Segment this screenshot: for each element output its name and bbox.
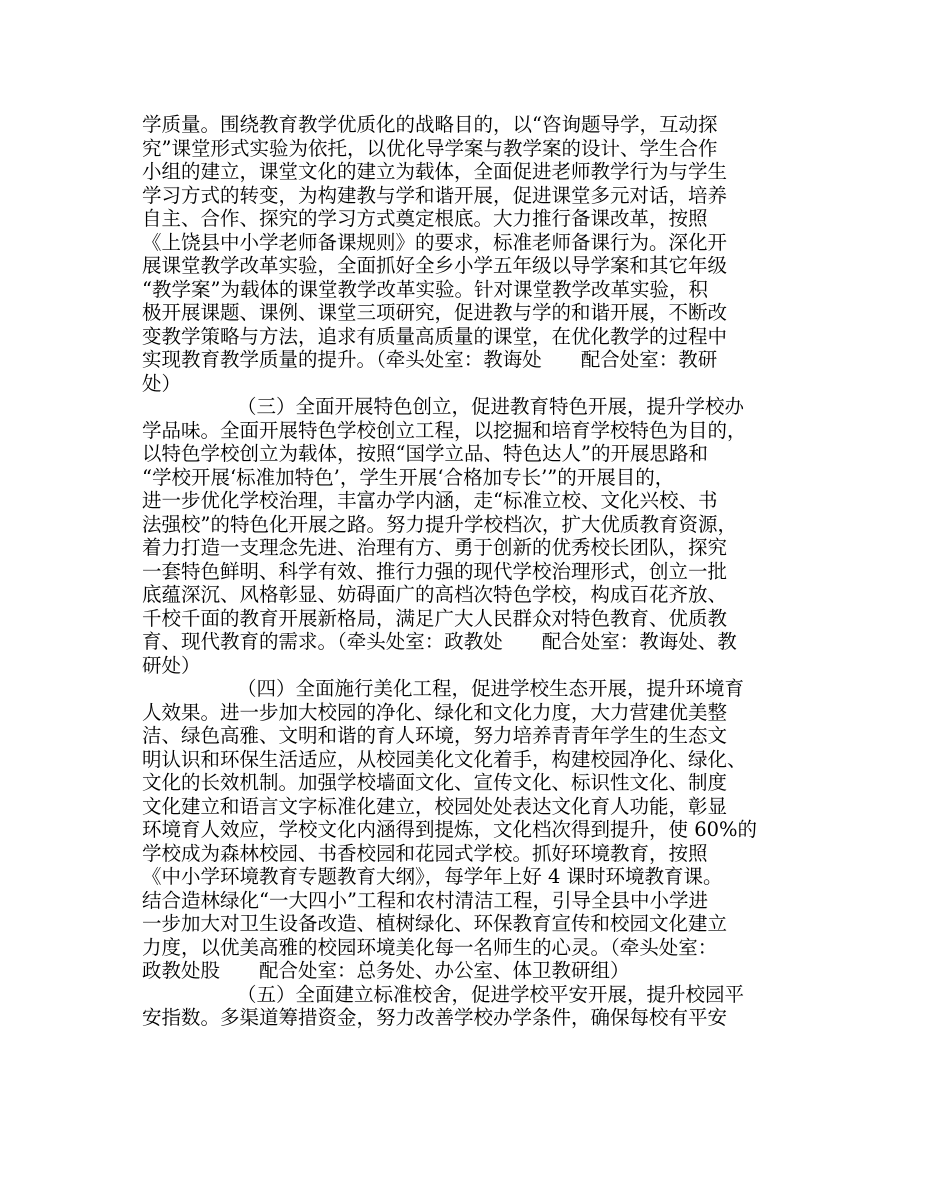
text-line: 学校成为森林校园、书香校园和花园式学校。抓好环境教育，按照 xyxy=(142,841,708,865)
text-line: 学质量。围绕教育教学优质化的战略目的，以“咨询题导学，互动探 xyxy=(142,113,718,136)
text-line: 《上饶县中小学老师备课规则》的要求，标准老师备课行为。深化开 xyxy=(142,230,728,254)
text-line: 以特色学校创立为载体，按照“国学立品、特色达人”的开展思路和 xyxy=(142,442,708,465)
text-line: 千校千面的教育开展新格局，满足广大人民群众对特色教育、优质教 xyxy=(142,606,728,630)
text-line: 自主、合作、探究的学习方式奠定根底。大力推行备课改革，按照 xyxy=(142,207,708,230)
text-line: 文化建立和语言文字标准化建立，校园处处表达文化育人功能，彰显 xyxy=(142,794,728,818)
document-body xyxy=(142,113,808,1030)
text-line: 底蕴深沉、风格彰显、妨碍面广的高档次特色学校，构成百花齐放、 xyxy=(142,583,728,606)
text-line: 着力打造一支理念先进、治理有方、勇于创新的优秀校长团队，探究 xyxy=(142,536,728,559)
section-heading-line: （三）全面开展特色创立，促进教育特色开展，提升学校办 xyxy=(237,395,745,418)
text-line: 究”课堂形式实验为依托，以优化导学案与教学案的设计、学生合作 xyxy=(142,136,718,160)
text-line: 学习方式的转变，为构建教与学和谐开展，促进课堂多元对话，培养 xyxy=(142,183,728,207)
section-heading-line: （四）全面施行美化工程，促进学校生态开展，提升环境育 xyxy=(237,677,745,700)
text-line: 育、现代教育的需求。（牵头处室：政教处 配合处室：教诲处、教 xyxy=(142,630,737,653)
text-line: 变教学策略与方法，追求有质量高质量的课堂，在优化教学的过程中 xyxy=(142,324,728,348)
text-line: “教学案”为载体的课堂教学改革实验。针对课堂教学改革实验，积 xyxy=(142,277,708,301)
text-line: 学品味。全面开展特色学校创立工程，以挖掘和培育学校特色为目的， xyxy=(142,418,747,442)
text-line: 一套特色鲜明、科学有效、推行力强的现代学校治理形式，创立一批 xyxy=(142,559,728,583)
text-line: 小组的建立，课堂文化的建立为载体，全面促进老师教学行为与学生 xyxy=(142,160,728,183)
text-line: 处） xyxy=(142,371,182,395)
text-line: 一步加大对卫生设备改造、植树绿化、环保教育宣传和校园文化建立 xyxy=(142,912,728,935)
text-line: 洁、绿色高雅、文明和谐的育人环境，努力培养青青年学生的生态文 xyxy=(142,724,728,747)
text-line: 《中小学环境教育专题教育大纲》，每学年上好 4 课时环境教育课。 xyxy=(142,865,723,888)
section-heading-line: （五）全面建立标准校舍，促进学校平安开展，提升校园平 xyxy=(237,982,745,1006)
text-line: 明认识和环保生活适应，从校园美化文化着手，构建校园净化、绿化、 xyxy=(142,747,747,771)
text-line: 极开展课题、课例、课堂三项研究，促进教与学的和谐开展，不断改 xyxy=(142,301,728,324)
text-line: 结合造林绿化“一大四小”工程和农村清洁工程，引导全县中小学进 xyxy=(142,888,708,912)
text-line: 环境育人效应，学校文化内涵得到提炼，文化档次得到提升，使 60%的 xyxy=(142,818,758,841)
text-line: 政教处股 配合处室：总务处、办公室、体卫教研组） xyxy=(142,959,630,982)
text-line: 法强校”的特色化开展之路。努力提升学校档次，扩大优质教育资源， xyxy=(142,512,737,536)
text-line: 文化的长效机制。加强学校墙面文化、宣传文化、标识性文化、制度 xyxy=(142,771,728,794)
text-line: 实现教育教学质量的提升。（牵头处室：教诲处 配合处室：教研 xyxy=(142,348,718,371)
text-line: 人效果。进一步加大校园的净化、绿化和文化力度，大力营建优美整 xyxy=(142,700,728,724)
text-line: 展课堂教学改革实验，全面抓好全乡小学五年级以导学案和其它年级 xyxy=(142,254,728,277)
text-line: 进一步优化学校治理，丰富办学内涵，走“标准立校、文化兴校、书 xyxy=(142,489,718,512)
text-line: “学校开展‘标准加特色’，学生开展‘合格加专长’”的开展目的， xyxy=(142,465,675,489)
text-line: 安指数。多渠道筹措资金，努力改善学校办学条件，确保每校有平安 xyxy=(142,1006,728,1029)
text-line: 力度，以优美高雅的校园环境美化每一名师生的心灵。（牵头处室： xyxy=(142,935,718,959)
text-line: 研处） xyxy=(142,653,201,677)
